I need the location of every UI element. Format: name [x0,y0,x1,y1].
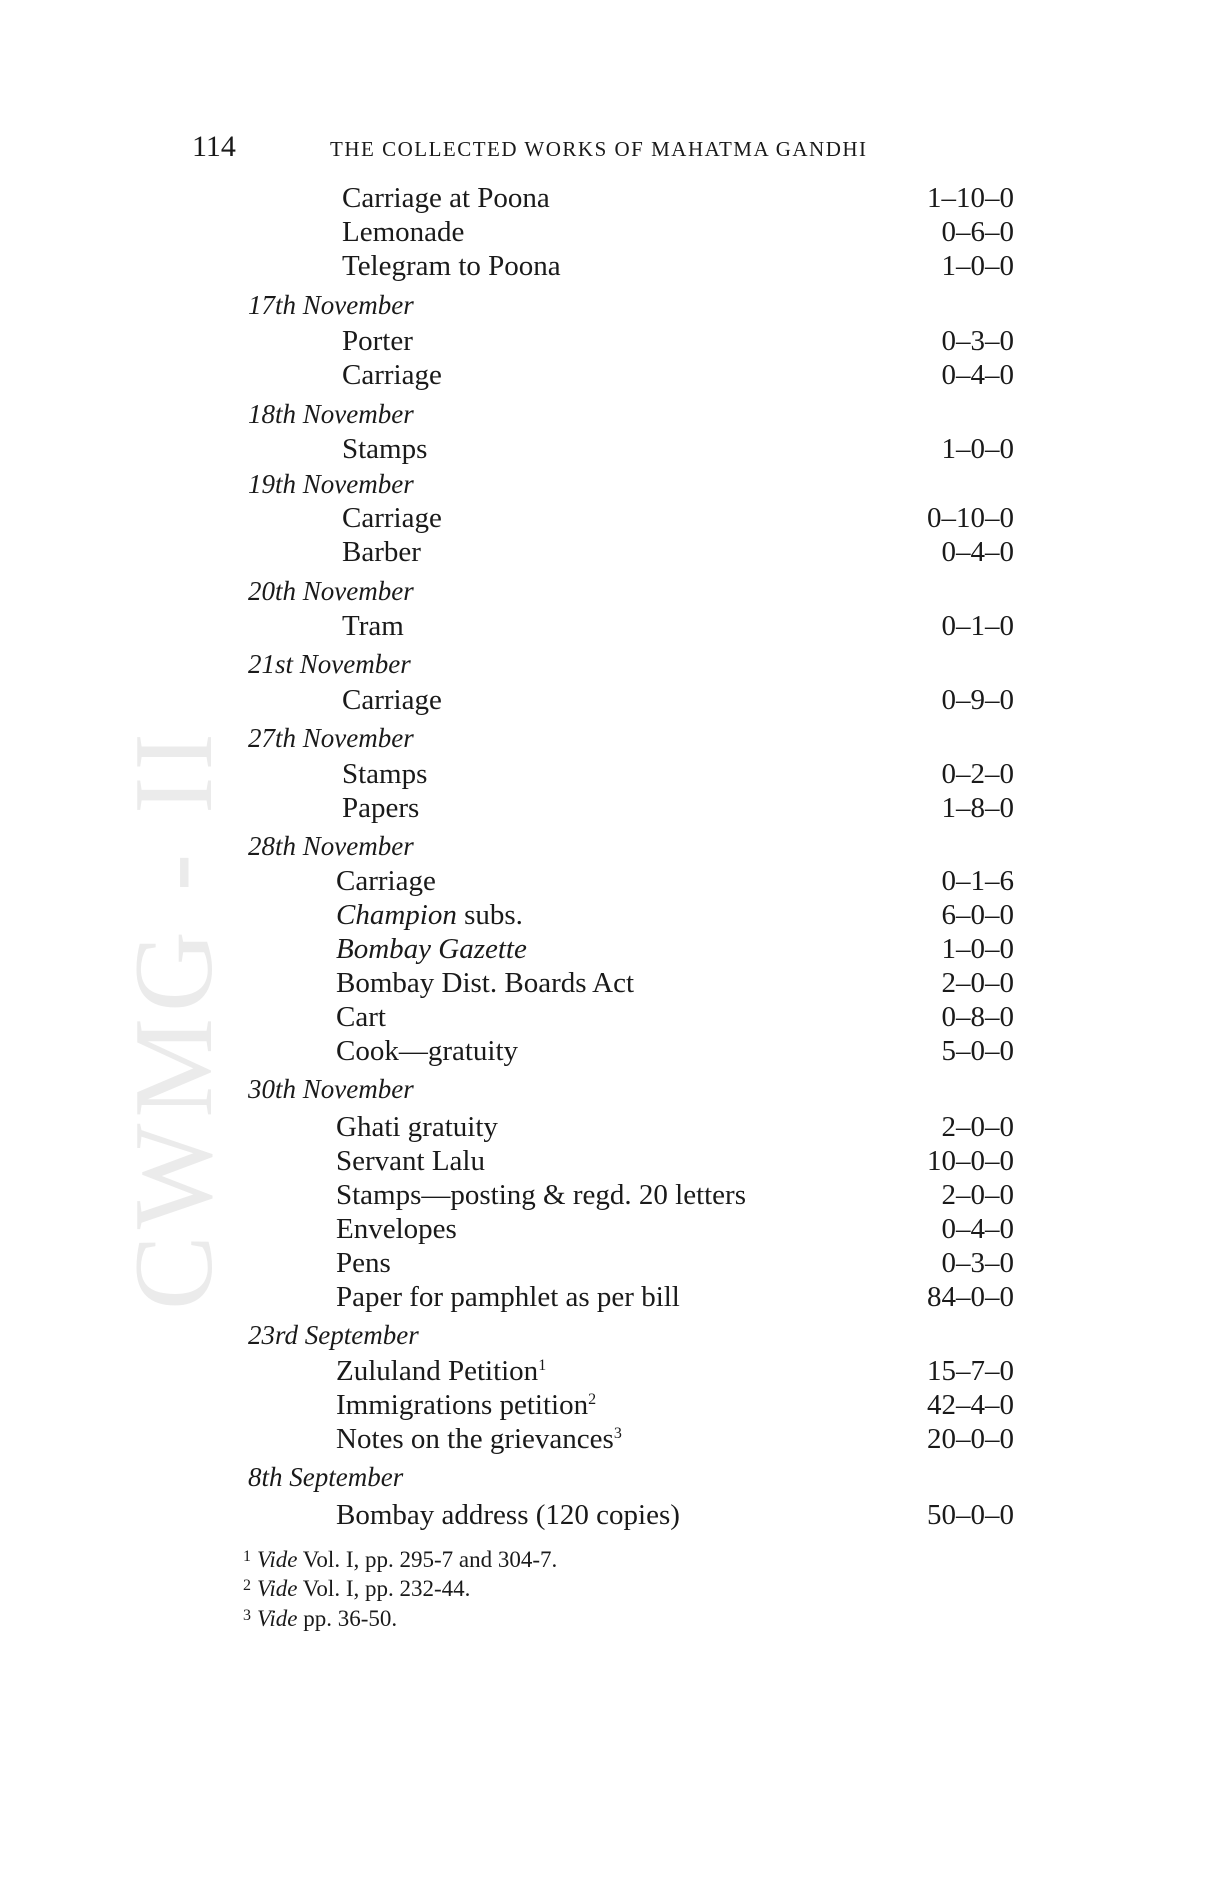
date-label: 19th November [248,469,414,499]
ledger-row [0,432,1229,466]
item-label [342,501,442,535]
item-label [336,1498,680,1532]
item-label [342,757,427,791]
ledger-row [0,1000,1229,1034]
item-label [336,932,527,966]
footnote-ref: 2 [588,1391,597,1408]
date-label: 8th September [248,1462,404,1492]
date-label: 21st November [248,649,411,679]
item-label-text: Envelopes [336,1213,457,1245]
item-amount: 42–4–0 [927,1389,1014,1421]
item-label-text: Paper for pamphlet as per bill [336,1281,680,1313]
item-label [336,1034,518,1068]
ledger-date-heading [0,721,1229,755]
item-label [336,1144,485,1178]
ledger-row [0,757,1229,791]
item-amount: 0–3–0 [941,325,1014,357]
item-label-text: Cart [336,1001,386,1033]
date-label: 17th November [248,290,414,320]
item-label-text: Tram [342,610,404,642]
item-amount: 0–3–0 [941,1247,1014,1279]
item-label-text: Carriage [336,865,436,897]
ledger-row [0,898,1229,932]
footnote-vide: Vide [257,1606,298,1631]
item-amount: 10–0–0 [927,1145,1014,1177]
running-head: THE COLLECTED WORKS OF MAHATMA GANDHI [330,137,868,161]
item-amount: 0–4–0 [941,1213,1014,1245]
item-amount: 50–0–0 [927,1499,1014,1531]
item-label [336,1110,498,1144]
ledger-date-heading [0,1072,1229,1106]
ledger-row [0,609,1229,643]
item-label-text: Cook—gratuity [336,1035,519,1067]
item-amount: 6–0–0 [941,899,1014,931]
footnote-vide: Vide [257,1547,298,1572]
date-label: 30th November [248,1074,414,1104]
ledger-row [0,1110,1229,1144]
item-label-text: Bombay address (120 copies) [336,1499,680,1531]
item-amount: 84–0–0 [927,1281,1014,1313]
item-label [336,1280,680,1314]
ledger-date-heading [0,829,1229,863]
item-label-text: Carriage [342,684,442,716]
item-label-text: Carriage [342,359,442,391]
ledger-row [0,1034,1229,1068]
item-label-text: Carriage at Poona [342,182,550,214]
footnote-mark: 2 [243,1577,251,1594]
item-label-text: Papers [342,792,420,824]
item-label-text: Carriage [342,502,442,534]
ledger-row [0,501,1229,535]
item-amount: 0–8–0 [941,1001,1014,1033]
item-label [342,432,427,466]
item-label [342,791,419,825]
item-amount: 0–1–0 [941,610,1014,642]
ledger-date-heading [0,467,1229,501]
item-label [336,898,523,932]
footnote-text: Vol. I, pp. 295-7 and 304-7. [297,1547,558,1572]
item-label-italic: Champion [336,899,457,931]
item-amount: 0–4–0 [941,359,1014,391]
footnote-ref: 1 [538,1357,547,1374]
item-amount: 2–0–0 [941,967,1014,999]
item-label [342,535,421,569]
item-amount: 5–0–0 [941,1035,1014,1067]
item-label [342,249,561,283]
item-label-text: Telegram to Poona [342,250,561,282]
item-label [336,1422,622,1456]
ledger-row [0,181,1229,215]
date-label: 18th November [248,399,414,429]
footnote-ref: 3 [613,1425,622,1442]
item-label-text: subs. [456,899,523,931]
item-amount: 1–0–0 [941,933,1014,965]
ledger-row [0,1280,1229,1314]
item-label [336,1246,391,1280]
item-label-text: Immigrations petition [336,1389,589,1421]
ledger-row [0,1388,1229,1422]
item-label-text: Lemonade [342,216,465,248]
ledger-row [0,1212,1229,1246]
ledger-row [0,864,1229,898]
ledger-date-heading [0,1460,1229,1494]
watermark: CWMG - II [112,727,236,1310]
item-label-text: Ghati gratuity [336,1111,498,1143]
ledger-row [0,1144,1229,1178]
item-amount: 20–0–0 [927,1423,1014,1455]
page-number: 114 [192,130,236,163]
ledger-row [0,1422,1229,1456]
item-label-text: Pens [336,1247,391,1279]
ledger-date-heading [0,574,1229,608]
footnote-mark: 1 [243,1548,251,1565]
item-label-text: Zululand Petition [336,1355,539,1387]
date-label: 28th November [248,831,414,861]
item-amount: 15–7–0 [927,1355,1014,1387]
item-label [342,609,404,643]
ledger-row [0,966,1229,1000]
item-label [336,966,634,1000]
ledger-row [0,535,1229,569]
ledger-row [0,1178,1229,1212]
date-label: 27th November [248,723,414,753]
ledger-row [0,1354,1229,1388]
item-amount: 1–10–0 [927,182,1014,214]
item-label-text: Stamps [342,758,428,790]
item-label-text: Barber [342,536,421,568]
footnote-text: Vol. I, pp. 232-44. [297,1576,471,1601]
item-label [342,324,413,358]
item-label-text: Porter [342,325,413,357]
footnote-vide: Vide [257,1576,298,1601]
item-amount: 0–10–0 [927,502,1014,534]
ledger-date-heading [0,397,1229,431]
item-label-text: Servant Lalu [336,1145,485,1177]
item-amount: 0–1–6 [941,865,1014,897]
footnote-mark: 3 [243,1607,251,1624]
item-amount: 0–2–0 [941,758,1014,790]
item-label [336,1354,546,1388]
item-label [342,358,442,392]
item-label [336,1178,746,1212]
item-label [336,864,436,898]
item-amount: 0–6–0 [941,216,1014,248]
ledger-row [0,215,1229,249]
item-label-text: Stamps—posting & regd. 20 letters [336,1179,746,1211]
item-amount: 1–8–0 [941,792,1014,824]
item-amount: 1–0–0 [941,433,1014,465]
ledger-row [0,791,1229,825]
item-amount: 0–9–0 [941,684,1014,716]
ledger-row [0,1498,1229,1532]
footnote-text: pp. 36-50. [297,1606,398,1631]
ledger-row [0,932,1229,966]
item-label [336,1388,596,1422]
item-label [342,683,442,717]
item-label [342,181,550,215]
ledger-date-heading [0,288,1229,322]
item-label [336,1212,457,1246]
item-label [336,1000,386,1034]
ledger-date-heading [0,1318,1229,1352]
item-label-text: Stamps [342,433,428,465]
ledger-row [0,1246,1229,1280]
ledger-row [0,358,1229,392]
item-label-italic: Bombay Gazette [336,933,527,965]
ledger-row [0,683,1229,717]
item-amount: 0–4–0 [941,536,1014,568]
date-label: 23rd September [248,1320,419,1350]
item-label-text: Notes on the grievances [336,1423,614,1455]
item-label [342,215,464,249]
item-amount: 1–0–0 [941,250,1014,282]
ledger-date-heading [0,647,1229,681]
item-amount: 2–0–0 [941,1179,1014,1211]
item-label-text: Bombay Dist. Boards Act [336,967,635,999]
item-amount: 2–0–0 [941,1111,1014,1143]
ledger-row [0,324,1229,358]
ledger-row [0,249,1229,283]
date-label: 20th November [248,576,414,606]
